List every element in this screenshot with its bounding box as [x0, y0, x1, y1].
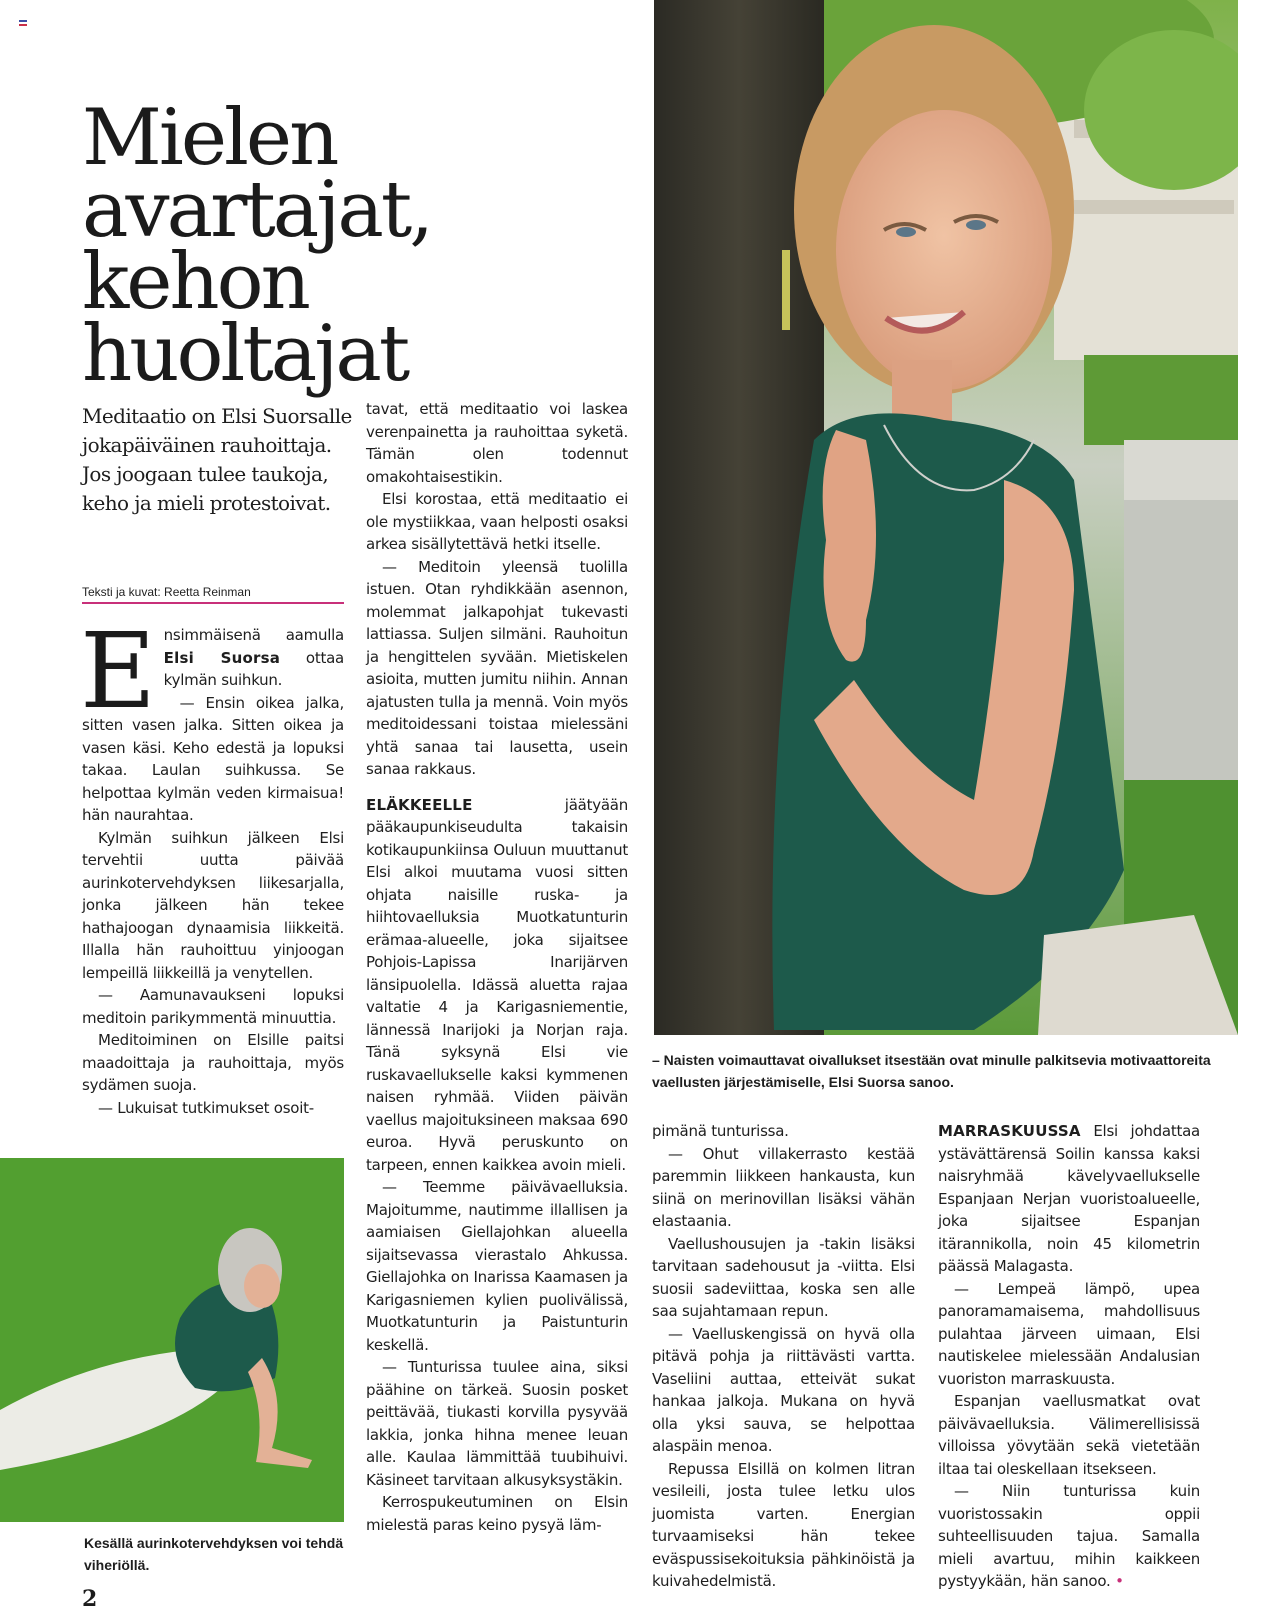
- main-photo: [654, 0, 1238, 1035]
- headline-line-3: kehon huoltajat: [82, 237, 408, 399]
- body-column-2: [366, 398, 628, 1536]
- paragraph: — Vaelluskengissä on hyvä olla pitävä pohja ja riittävästi vartta. Vaseliini auttaa, etteivät sukat hankaa jalkoja. Mukana on hyvä olla yksi sauva, se helpottaa alaspäin menoa.: [652, 1324, 915, 1455]
- paragraph: MARRASKUUSSA Elsi johdattaa ystävättärensä Soilin kanssa kaksi naisryhmää kävelyvaellukselle Espanjaan Nerjan vuoristoalueelle, joka sijaitsee Espanjan itärannikolla, noin 45 kilometrin päässä Malagasta.: [938, 1122, 1200, 1275]
- drop-cap: E: [80, 610, 156, 732]
- paragraph: — Aamunavaukseni lopuksi meditoin parikymmentä minuuttia.: [82, 986, 344, 1027]
- paragraph: — Teemme päivävaelluksia. Majoitumme, nautimme illallisen ja aamiaisen Giellajohkan alueella sijaitsevassa vierastalo Ahkussa. Giellajohka on Inarissa Kaamasen ja Karigasniemen kylien puolivälissä, Muotkatunturin ja Paistunturin keskellä.: [366, 1178, 628, 1354]
- paragraph: Kerrospukeutuminen on Elsin mielestä paras keino pysyä läm-: [366, 1493, 628, 1534]
- headline-line-1: Mielen: [82, 93, 337, 183]
- paragraph: — Tunturissa tuulee aina, siksi päähine on tärkeä. Suosin posket peittävää, tiukasti korvilla pysyvää lakkia, jonka hihna menee leuan alle. Kaulaa lämmittää tuubihuivi. Käsineet tarvitaan alkusyksystäkin.: [366, 1358, 628, 1489]
- paragraph: — Ohut villakerrasto kestää paremmin liikkeen hankausta, kun siinä on merinovillan lisäksi vähän elastaania.: [652, 1144, 915, 1230]
- person-name: Elsi Suorsa: [163, 648, 281, 667]
- body-column-3: [652, 1120, 915, 1593]
- paragraph: Kylmän suihkun jälkeen Elsi tervehtii uutta päivää aurinkotervehdyksen liikesarjalla, jonka jälkeen hän tekee hathajoogan dynaamisia liikkeitä. Illalla hän rauhoittuu yinjoogan lempeillä liikkeillä ja venytellen.: [82, 828, 344, 982]
- headline: [82, 93, 642, 399]
- paragraph: Repussa Elsillä on kolmen litran vesileili, josta tulee letku ulos juomista varten. Energian turvaamiseksi hän tekee eväspussisekoituksia pähkinöistä ja kuivahedelmistä.: [652, 1459, 915, 1590]
- section-lead-word: MARRASKUUSSA: [938, 1122, 1081, 1140]
- paragraph: Elsi korostaa, että meditaatio ei ole mystiikkaa, vaan helposti osaksi arkea sisällytettävä hetki itselle.: [366, 490, 628, 553]
- paragraph: Ensimmäisenä aamulla Elsi Suorsa ottaa kylmän suihkun.: [80, 610, 344, 732]
- byline: Teksti ja kuvat: Reetta Reinman: [82, 585, 344, 604]
- end-mark: •: [1115, 1572, 1124, 1590]
- yoga-pose-illustration: [0, 1158, 344, 1522]
- paragraph: Espanjan vaellusmatkat ovat päivävaelluksia. Välimerellisissä villoissa yövytään sekä vietetään iltaa tai oleskellaan itsekseen.: [938, 1392, 1200, 1478]
- paragraph: — Ensin oikea jalka, sitten vasen jalka. Sitten oikea ja vasen käsi. Keho edestä ja lopuksi takaa. Laulan suihkussa. Se helpottaa kylmän veden kirmaisua! hän naurahtaa.: [82, 693, 344, 824]
- paragraph: Meditoiminen on Elsille paitsi maadoittaja ja rauhoittaja, myös sydämen suoja.: [82, 1031, 344, 1094]
- corner-mark: [19, 20, 27, 26]
- section-lead-word: ELÄKKEELLE: [366, 795, 473, 814]
- body-column-4: [938, 1120, 1200, 1593]
- page-number: 2: [82, 1586, 98, 1612]
- woman-by-tree-illustration: [654, 0, 1238, 1035]
- yoga-photo: [0, 1158, 344, 1522]
- paragraph: ELÄKKEELLE jäätyään pääkaupunkiseudulta takaisin kotikaupunkiinsa Ouluun muuttanut Elsi alkoi muutama vuosi sitten ohjata naisille ruska- ja hiihtovaelluksia Muotkatunturin erämaa-alueelle, joka sijaitsee Pohjois-Lapissa Inarijärven länsipuolella. Idässä aluetta rajaa valtatie 4 ja Karigasniementie, lännessä Inarijoki ja Norjan raja. Tänä syksynä Elsi vie ruskavaellukselle kaksi kymmenen naisen ryhmää. Viiden päivän vaellus majoituksineen maksaa 690 euroa. Hyvä peruskunto on tarpeen, ennen kaikkea avoin mieli.: [366, 795, 628, 1174]
- headline-line-2: avartajat,: [82, 165, 432, 255]
- paragraph: pimänä tunturissa.: [652, 1122, 789, 1140]
- body-column-1: [80, 610, 344, 1119]
- paragraph: tavat, että meditaatio voi laskea verenpainetta ja rauhoittaa syketä. Tämän olen todennut omakohtaisestikin.: [366, 400, 628, 486]
- paragraph: — Niin tunturissa kuin vuoristossakin oppii suhteellisuuden tajua. Samalla mieli avartuu, mihin kaikkeen pystyykään, hän sanoo. •: [938, 1482, 1200, 1590]
- paragraph: — Lukuisat tutkimukset osoit-: [98, 1098, 314, 1117]
- paragraph: Vaellushousujen ja -takin lisäksi tarvitaan sadehousut ja -viitta. Elsi suosii sadeviittaa, koska sen alle saa sujahtamaan repun.: [652, 1234, 915, 1320]
- paragraph: — Lempeä lämpö, upea panoramamaisema, mahdollisuus pulahtaa järveen uimaan, Elsi nautiskelee mielessään Andalusian vuoriston marraskuusta.: [938, 1279, 1200, 1388]
- yoga-photo-caption: Kesällä aurinkotervehdyksen voi tehdä viheriöllä.: [84, 1535, 344, 1573]
- main-photo-caption: – Naisten voimauttavat oivallukset itsestään ovat minulle palkitsevia motivaattoreita vaellusten järjestämiselle, Elsi Suorsa sanoo.: [652, 1052, 1211, 1090]
- paragraph: — Meditoin yleensä tuolilla istuen. Otan ryhdikkään asennon, molemmat jalkapohjat tukevasti lattiassa. Suljen silmäni. Rauhoitun ja hengittelen syvään. Mietiskelen asioita, mutten jumitu niihin. Annan ajatusten tulla ja mennä. Voin myös meditoidessani toistaa mielessäni yhtä sanaa tai lausetta, usein sanaa rakkaus.: [366, 557, 628, 778]
- lead-paragraph: Meditaatio on Elsi Suorsalle jokapäiväinen rauhoittaja. Jos joogaan tulee taukoja, keho ja mieli protestoivat.: [82, 404, 352, 515]
